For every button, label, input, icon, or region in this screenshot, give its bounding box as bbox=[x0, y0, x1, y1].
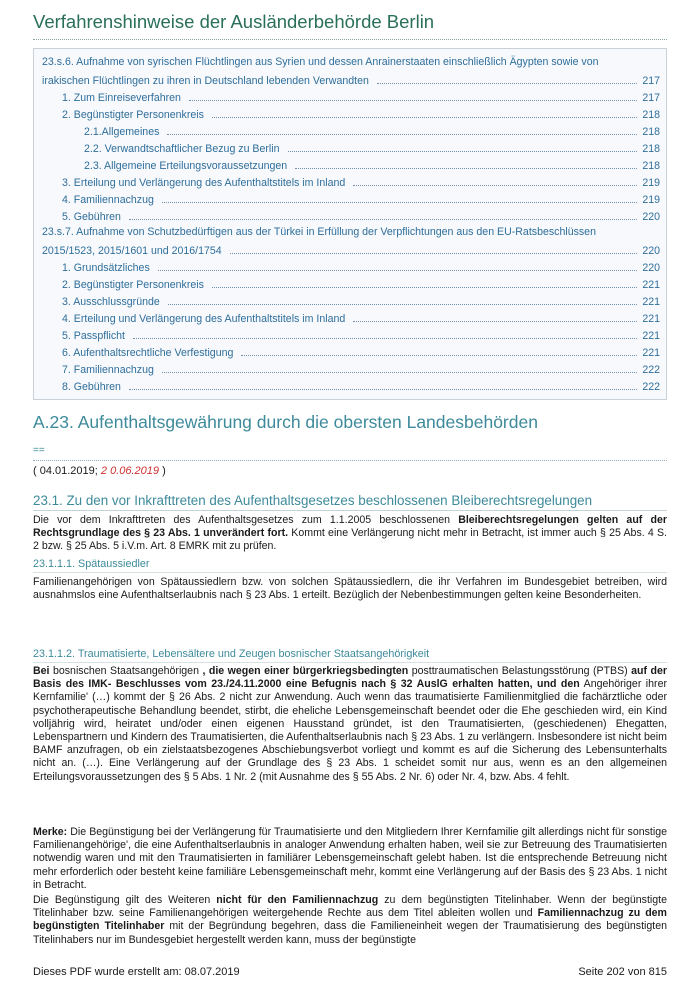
paragraph-familiennachzug bbox=[33, 894, 667, 947]
toc-entry-23s7[interactable] bbox=[42, 224, 660, 241]
toc-leader bbox=[230, 241, 638, 254]
toc-leader bbox=[129, 377, 637, 390]
toc-leader bbox=[189, 88, 637, 101]
page bbox=[33, 0, 667, 990]
bold-text: Bleiberechtsregelungen gelten auf der Rechtsgrundlage des § 23 Abs. 1 unverändert fort. bbox=[33, 514, 667, 540]
heading-23-1-1-1: 23.1.1.1. Spätaussiedler bbox=[33, 558, 667, 573]
heading-23-1-1-2: 23.1.1.2. Traumatisierte, Lebensältere und Zeugen bosnischer Staatsangehörigkeit bbox=[33, 648, 667, 663]
toc-entry[interactable] bbox=[84, 139, 660, 156]
bold-text: auf der Basis des IMK- Beschlusses vom 23./24.11.2000 eine Befugnis nach § 32 AuslG erhalten hatten, und den bbox=[33, 665, 668, 691]
toc-entry[interactable] bbox=[62, 207, 660, 224]
toc-entry-label: 2.2. Verwandtschaftlicher Bezug zu Berlin bbox=[84, 143, 280, 155]
toc-page: 218 bbox=[642, 160, 660, 172]
toc-page: 221 bbox=[642, 313, 660, 325]
toc-entry-label: 2015/1523, 2015/1601 und 2016/1754 bbox=[42, 245, 222, 257]
toc-leader bbox=[133, 326, 637, 339]
toc-leader bbox=[212, 105, 637, 118]
toc-page: 221 bbox=[642, 330, 660, 342]
text: mit der Begründung begehren, dass die Familieneinheit wegen der Traumatisierung des begünstigten Titelinhabers nur im Bundesgebiet hergestellt werden kann, muss der begünstigte bbox=[33, 920, 667, 946]
toc-entry[interactable] bbox=[62, 360, 660, 377]
toc-entry-label: 1. Grundsätzliches bbox=[62, 262, 150, 274]
toc-page: 217 bbox=[642, 92, 660, 104]
toc-entry[interactable] bbox=[84, 122, 660, 139]
note-merke bbox=[33, 826, 667, 892]
toc-page: 218 bbox=[642, 109, 660, 121]
section-marker: == bbox=[33, 446, 667, 461]
toc-entry[interactable] bbox=[62, 343, 660, 360]
footer-page-number: Seite 202 von 815 bbox=[578, 966, 667, 978]
toc-entry-label: 1. Zum Einreiseverfahren bbox=[62, 92, 181, 104]
toc-entry-23s7-cont[interactable] bbox=[42, 241, 660, 258]
toc-entry-label: 2.3. Allgemeine Erteilungsvoraussetzungen bbox=[84, 160, 288, 172]
toc-leader bbox=[162, 360, 637, 373]
toc-entry-label: 23.s.7. Aufnahme von Schutzbedürftigen aus der Türkei in Erfüllung der Verpflichtungen aus den EU-Ratsbeschlüssen bbox=[42, 226, 596, 238]
toc-leader bbox=[353, 309, 637, 322]
toc-entry-23s6-cont[interactable] bbox=[42, 71, 660, 88]
toc-page: 220 bbox=[642, 211, 660, 223]
text: bosnischen Staatsangehörigen bbox=[49, 665, 203, 677]
toc-leader bbox=[288, 139, 638, 152]
toc-entry[interactable] bbox=[62, 275, 660, 292]
text: Die Begünstigung gilt des Weiteren bbox=[33, 894, 217, 906]
text: Angehöriger ihrer Kernfamilie' (…) kommt der § 26 Abs. 2 nicht zur Anwendung. Auch wenn das traumatisierte Familienmitglied die fachärztliche oder psychotherapeutische Behandlung beendet, stirbt, die eheliche Lebensgemeinschaft beendet oder die Ehe geschieden wird, ein Kind volljährig wird, heiratet und/oder einen eigenen Hausstand gründet, ist den Traumatisierten, (geschiedenen) Ehegatten, Lebenspartnern und Kindern des Traumatisierten, die Aufenthaltserlaubnis nach § 23 Abs. 1 zu verlängern. Insbesondere ist nicht beim BAMF anzufragen, ob ein zielstaatsbezogenes Abschiebungsverbot vorliegt und kommt es auf die Sicherung des Lebensunterhalts nicht an. (…). Eine Verlängerung auf der Grundlage des § 23 Abs. 1 scheidet somit nur aus, wenn es an den allgemeinen Erteilungsvoraussetzungen des § 5 Abs. 1 Nr. 2 (mit Ausnahme des § 55 Abs. 2 Nr. 6) oder Nr. 4, bzw. Abs. 4 fehlt. bbox=[33, 678, 667, 783]
toc-page: 221 bbox=[642, 296, 660, 308]
toc-leader bbox=[167, 122, 637, 135]
toc-leader bbox=[129, 207, 637, 220]
toc-page: 222 bbox=[642, 364, 660, 376]
heading-23-1: 23.1. Zu den vor Inkrafttreten des Aufenthaltsgesetzes beschlossenen Bleiberechtsregelungen bbox=[33, 493, 667, 511]
toc-entry-label: 7. Familiennachzug bbox=[62, 364, 154, 376]
toc-entry-label: 8. Gebühren bbox=[62, 381, 121, 393]
revision-dates bbox=[33, 465, 166, 477]
toc-entry-label: 5. Passpflicht bbox=[62, 330, 126, 342]
toc-entry-23s6[interactable] bbox=[42, 54, 660, 71]
toc-page: 220 bbox=[642, 262, 660, 274]
toc-entry-label: 2. Begünstigter Personenkreis bbox=[62, 109, 204, 121]
text: Die Begünstigung bei der Verlängerung für Traumatisierte und den Mitgliedern Ihrer Kernfamilie gilt allerdings nicht für sonstige Familienangehörige', die eine Aufenthaltserlaubnis in analoger Anwendung erhalten haben, weil sie zur Betreuung des Traumatisierten notwendig waren und mit den Traumatisierten in familiärer Lebensgemeinschaft gelebt haben. Ist die entsprechende Betreuung nicht mehr erforderlich oder besteht keine familiäre Lebensgemeinschaft mehr, kommt eine Verlängerung auf der Basis des § 23 Abs. 1 nicht in Betracht. bbox=[33, 826, 667, 891]
paragraph-23-1-1-1: Familienangehörigen von Spätaussiedlern bzw. von solchen Spätaussiedlern, die ihr Verfahren im Bundesgebiet betreiben, wird ausnahmslos eine Aufenthaltserlaubnis nach § 23 Abs. 1 erteilt. Bezüglich der Nebenbestimmungen gelten keine Besonderheiten. bbox=[33, 576, 667, 602]
toc-leader bbox=[162, 190, 637, 203]
date-original: ( 04.01.2019; bbox=[33, 465, 98, 477]
toc-leader bbox=[377, 71, 637, 84]
toc-page: 220 bbox=[642, 245, 660, 257]
toc-leader bbox=[168, 292, 638, 305]
toc-entry[interactable] bbox=[62, 309, 660, 326]
toc-entry[interactable] bbox=[62, 173, 660, 190]
toc-leader bbox=[295, 156, 637, 169]
toc-entry[interactable] bbox=[62, 105, 660, 122]
toc-entry-label: 4. Familiennachzug bbox=[62, 194, 154, 206]
toc-entry-label: 4. Erteilung und Verlängerung des Aufenthaltstitels im Inland bbox=[62, 313, 346, 325]
toc-page: 222 bbox=[642, 381, 660, 393]
toc-leader bbox=[241, 343, 637, 356]
toc-entry-label: irakischen Flüchtlingen zu ihren in Deutschland lebenden Verwandten bbox=[42, 75, 369, 87]
toc-entry-label: 23.s.6. Aufnahme von syrischen Flüchtlingen aus Syrien und dessen Anrainerstaaten einschließlich Ägypten sowie von bbox=[42, 56, 599, 68]
bold-text: nicht für den Familiennachzug bbox=[216, 894, 379, 906]
text: zu dem begünstigten Titelinhaber. Wenn der begünstigte Titelinhaber bzw. seine Familienangehörigen weitergehende Rechte aus dem Titel ableiten wollen und bbox=[33, 894, 667, 920]
bold-text: Familiennachzug zu dem begünstigten Titelinhaber bbox=[33, 907, 667, 933]
footer-created-date: Dieses PDF wurde erstellt am: 08.07.2019 bbox=[33, 966, 240, 978]
toc-entry[interactable] bbox=[62, 377, 660, 394]
toc-entry-label: 6. Aufenthaltsrechtliche Verfestigung bbox=[62, 347, 234, 359]
toc-page: 218 bbox=[642, 126, 660, 138]
paragraph-23-1-1-2 bbox=[33, 665, 667, 784]
toc-page: 219 bbox=[642, 177, 660, 189]
date-changed: 2 0.06.2019 bbox=[100, 465, 160, 477]
bold-text: , die wegen einer bürgerkriegsbedingten bbox=[202, 665, 409, 677]
date-close: ) bbox=[162, 465, 166, 477]
toc-page: 219 bbox=[642, 194, 660, 206]
toc-page: 218 bbox=[642, 143, 660, 155]
toc-entry-label: 3. Erteilung und Verlängerung des Aufenthaltstitels im Inland bbox=[62, 177, 346, 189]
table-of-contents bbox=[33, 48, 667, 400]
toc-entry[interactable] bbox=[84, 156, 660, 173]
note-label: Merke: bbox=[33, 826, 68, 838]
toc-page: 221 bbox=[642, 347, 660, 359]
toc-entry-label: 5. Gebühren bbox=[62, 211, 121, 223]
toc-page: 221 bbox=[642, 279, 660, 291]
section-title: A.23. Aufenthaltsgewährung durch die obersten Landesbehörden bbox=[33, 412, 538, 432]
page-footer bbox=[33, 966, 667, 978]
text: Kommt eine Verlängerung nicht mehr in Betracht, ist immer auch § 25 Abs. 4 S. 2 bzw. § 25 Abs. 5 i.V.m. Art. 8 EMRK mit zu prüfen. bbox=[33, 527, 667, 553]
toc-entry[interactable] bbox=[62, 88, 660, 105]
toc-entry-label: 2. Begünstigter Personenkreis bbox=[62, 279, 204, 291]
toc-entry-label: 3. Ausschlussgründe bbox=[62, 296, 160, 308]
toc-entry[interactable] bbox=[62, 326, 660, 343]
text: Die vor dem Inkrafttreten des Aufenthaltsgesetzes zum 1.1.2005 beschlossenen bbox=[33, 514, 459, 526]
toc-leader bbox=[212, 275, 637, 288]
paragraph-23-1 bbox=[33, 514, 667, 554]
toc-page: 217 bbox=[642, 75, 660, 87]
toc-entry-label: 2.1.Allgemeines bbox=[84, 126, 160, 138]
toc-entry[interactable] bbox=[62, 292, 660, 309]
bold-text: Bei bbox=[33, 665, 50, 677]
toc-leader bbox=[353, 173, 637, 186]
document-header: Verfahrenshinweise der Ausländerbehörde Berlin bbox=[33, 11, 667, 40]
toc-leader bbox=[158, 258, 638, 271]
toc-entry[interactable] bbox=[62, 258, 660, 275]
text: posttraumatischen Belastungsstörung (PTBS) bbox=[408, 665, 632, 677]
toc-entry[interactable] bbox=[62, 190, 660, 207]
